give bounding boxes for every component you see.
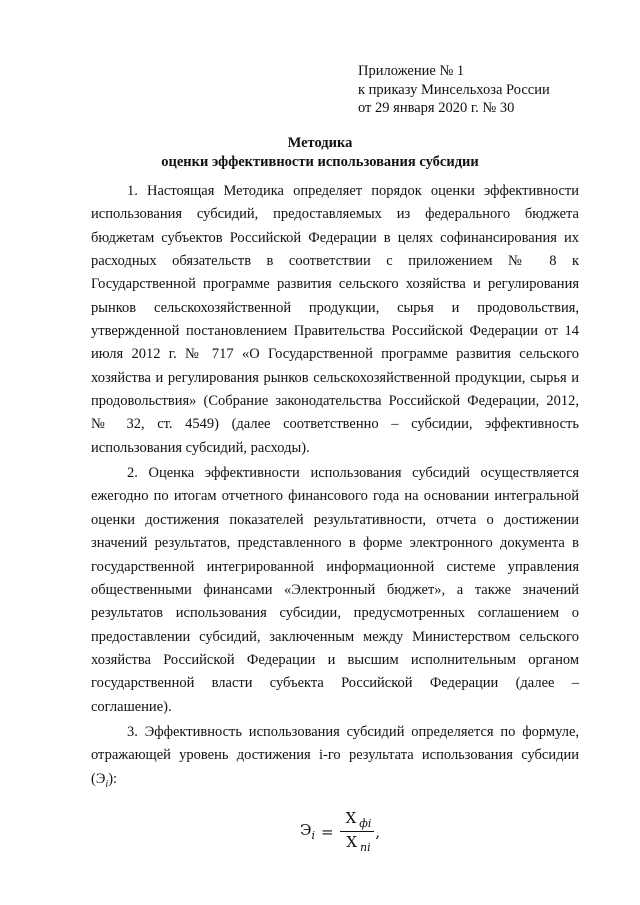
paragraph-3	[91, 721, 579, 796]
appendix-number: Приложение № 1	[358, 63, 465, 79]
paragraph-1: 1. Настоящая Методика определяет порядок оценки эффективности использования субсидий, предоставляемых из федерального бюджета бюджетам субъектов Российской Федерации в целях софинансирования их расходных обязательств в соответствии с приложением № 8 к Государственной программе развития сельского хозяйства и регулирования рынков сельскохозяйственной продукции, сырья и продовольствия, утвержденной постановлением Правительства Российской Федерации от 14 июля 2012 г. № 717 «О Государственной программе развития сельского хозяйства и регулирования рынков сельскохозяйственной продукции, сырья и продовольствия» (Собрание законодательства Российской Федерации, 2012, № 32, ст. 4549) (далее соответственно – субсидии, эффективность использования субсидий, расходы).	[91, 183, 579, 456]
appendix-header	[358, 62, 550, 118]
appendix-order: к приказу Минсельхоза России	[358, 81, 550, 98]
formula-fraction	[340, 808, 375, 855]
paragraph-3-text: 3. Эффективность использования субсидий определяется по формуле, отражающей уровень достижения i-го результата использования субсидии (Э	[91, 723, 579, 787]
paragraph-3-tail: ):	[108, 770, 118, 787]
document-body	[91, 180, 579, 798]
formula-lhs	[300, 821, 315, 842]
formula-numerator	[340, 808, 375, 832]
title-line-1: Методика	[287, 135, 353, 151]
efficiency-formula	[300, 808, 380, 855]
formula-comma: ,	[375, 823, 381, 841]
formula-num-symbol: Х	[345, 809, 357, 827]
formula-num-subscript: фi	[359, 817, 372, 830]
paragraph-2: 2. Оценка эффективности использования субсидий осуществляется ежегодно по итогам отчетного финансового года на основании интегральной оценки достижения показателей результативности, отчета о достижении значений результатов, представленного в форме электронного документа в государственной интегрированной информационной системе управления общественными финансами «Электронный бюджет», а также значений результатов использования субсидии, предусмотренных соглашением о предоставлении субсидий, заключенным между Министерством сельского хозяйства Российской Федерации и высшим исполнительным органом государственной власти субъекта Российской Федерации (далее – соглашение).	[91, 465, 579, 715]
title-line-2: оценки эффективности использования субсидии	[161, 154, 479, 170]
formula-equals: =	[321, 822, 334, 841]
appendix-date: от 29 января 2020 г. № 30	[358, 100, 515, 116]
formula-lhs-symbol: Э	[300, 821, 312, 839]
formula-den-subscript: пi	[360, 841, 371, 854]
document-title	[0, 134, 640, 172]
formula-den-symbol: Х	[346, 833, 358, 851]
formula-denominator	[340, 832, 373, 855]
formula-lhs-subscript: i	[311, 829, 316, 842]
paragraph-3-subscript: i	[105, 778, 109, 790]
